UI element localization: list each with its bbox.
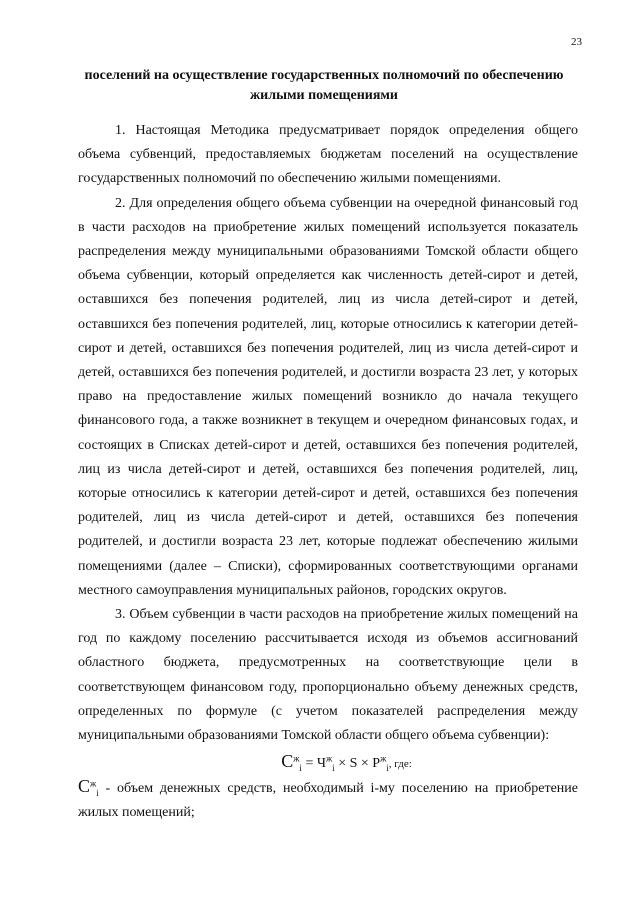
formula-term-2-sub: i xyxy=(386,763,389,774)
definition xyxy=(78,774,578,825)
formula-lhs-sup: ж xyxy=(293,753,300,764)
paragraph-1: 1. Настоящая Методика предусматривает порядок определения общего объема субвенций, предоставляемых бюджетам поселений на осуществление государственных полномочий по обеспечению жилыми помещениями. xyxy=(78,123,578,187)
formula-term-1-sub: i xyxy=(332,763,335,774)
formula-term-2-sup: ж xyxy=(380,753,387,764)
formula-term-2: P xyxy=(372,756,381,772)
definition-text: - объем денежных средств, необходимый i-му поселению на приобретение жилых помещений; xyxy=(78,781,578,821)
formula-lhs: C xyxy=(281,751,294,772)
formula-op: × S × xyxy=(334,756,373,772)
definition-symbol-sup: ж xyxy=(90,778,97,789)
definition-symbol: C xyxy=(78,776,91,797)
page-number: 23 xyxy=(571,36,582,48)
body-text xyxy=(78,119,578,826)
formula-term-1: Ч xyxy=(316,756,326,772)
paragraph-2: 2. Для определения общего объема субвенции на очередной финансовый год в части расходов на приобретение жилых помещений используется показатель распределения между муниципальными образованиями Томской области общего объема субвенции, который определяется как численность детей-сирот и детей, оставшихся без попечения родителей, лиц из числа детей-сирот и детей, оставшихся без попечения родителей, лиц, которые относились к категории детей-сирот и детей, оставшихся без попечения родителей, лиц из числа детей-сирот и детей, оставшихся без попечения родителей, и достигли возраста 23 лет, у которых право на предоставление жилых помещений возникло до начала текущего финансового года, а также возникнет в текущем и очередном финансовых годах, и состоящих в Списках детей-сирот и детей, оставшихся без попечения родителей, лиц из числа детей-сирот и детей, оставшихся без попечения родителей, лиц, которые относились к категории детей-сирот и детей, оставшихся без попечения родителей, лиц из числа детей-сирот и детей, оставшихся без попечения родителей, и достигли возраста 23 лет, которые подлежат обеспечению жилыми помещениями (далее – Списки), сформированных соответствующими органами местного самоуправления муниципальных районов, городских округов. xyxy=(78,195,578,598)
formula-lhs-sub: i xyxy=(299,763,302,774)
paragraph-3: 3. Объем субвенции в части расходов на приобретение жилых помещений на год по каждому поселению рассчитывается исходя из объемов ассигнований областного бюджета, предусмотренных на соответствующие цели в соответствующем финансовом году, пропорционально объему денежных средств, определенных по формуле (с учетом показателей распределения между муниципальными образованиями Томской области общего объема субвенции): xyxy=(78,607,578,744)
definition-symbol-sub: i xyxy=(96,788,99,799)
formula-eq: = xyxy=(301,756,317,772)
section-title: поселений на осуществление государственных полномочий по обеспечению жилыми помещениями xyxy=(84,68,564,103)
formula-tail: , где: xyxy=(388,758,412,771)
formula-term-1-sup: ж xyxy=(325,753,333,764)
formula xyxy=(78,748,578,774)
